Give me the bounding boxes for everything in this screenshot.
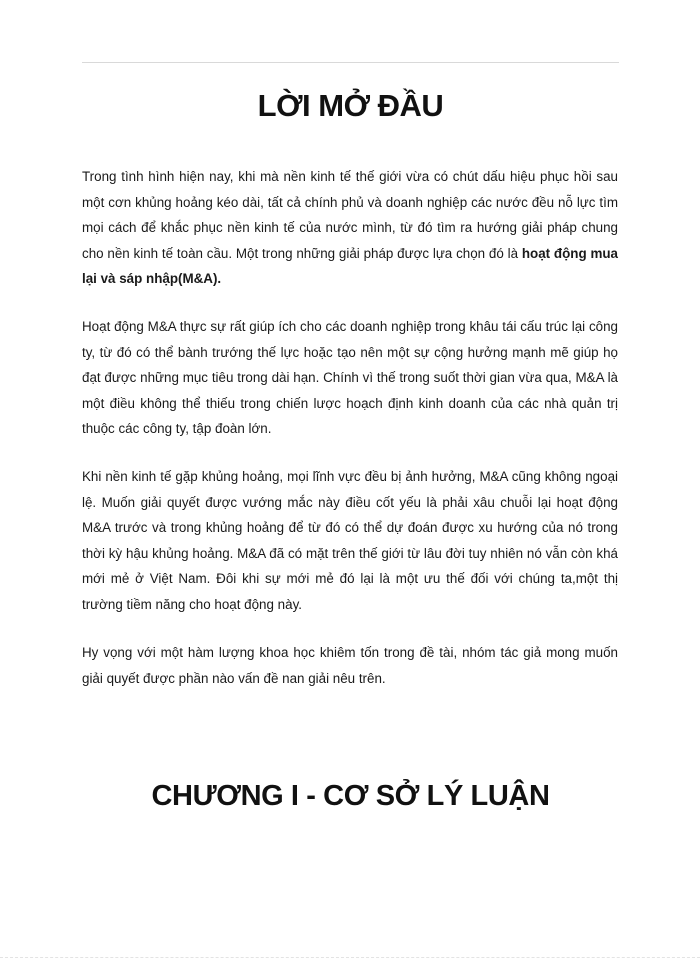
intro-paragraph-1 bbox=[82, 164, 618, 292]
intro-paragraph-3: Khi nền kinh tế gặp khủng hoảng, mọi lĩnh vực đều bị ảnh hưởng, M&A cũng không ngoại lệ. Muốn giải quyết được vướng mắc này điều cốt yếu là phải xâu chuỗi lại hoạt động M&A trước và trong khủng hoảng để từ đó có thể dự đoán được xu hướng của nó trong thời kỳ hậu khủng hoảng. M&A đã có mặt trên thế giới từ lâu đời tuy nhiên nó vẫn còn khá mới mẻ ở Việt Nam. Đôi khi sự mới mẻ đó lại là một ưu thế đối với chúng ta,một thị trường tiềm năng cho hoạt động này. bbox=[82, 469, 618, 612]
intro-paragraph-1-text: Trong tình hình hiện nay, khi mà nền kinh tế thế giới vừa có chút dấu hiệu phục hồi sau một cơn khủng hoảng kéo dài, tất cả chính phủ và doanh nghiệp các nước đều nỗ lực tìm mọi cách để khắc phục nền kinh tế của nước mình, từ đó tìm ra hướng giải pháp chung cho nền kinh tế toàn cầu. Một trong những giải pháp được lựa chọn đó là bbox=[82, 169, 618, 261]
page-bottom-divider bbox=[0, 957, 700, 958]
intro-paragraph-2: Hoạt động M&A thực sự rất giúp ích cho các doanh nghiệp trong khâu tái cấu trúc lại công ty, từ đó có thể bành trướng thế lực hoặc tạo nên một sự cộng hưởng mạnh mẽ giúp họ đạt được những mục tiêu trong dài hạn. Chính vì thế trong suốt thời gian vừa qua, M&A là một điều không thể thiếu trong chiến lược hoạch định kinh doanh của các nhà quản trị thuộc các công ty, tập đoàn lớn. bbox=[82, 319, 618, 437]
page-title: LỜI MỞ ĐẦU bbox=[257, 88, 444, 123]
header-divider bbox=[82, 62, 619, 63]
chapter-heading: CHƯƠNG I - CƠ SỞ LÝ LUẬN bbox=[151, 780, 550, 812]
intro-paragraph-1-bold: hoạt động mua lại và sáp nhập(M&A). bbox=[82, 245, 618, 287]
intro-paragraph-4: Hy vọng với một hàm lượng khoa học khiêm tốn trong đề tài, nhóm tác giả mong muốn giải quyết được phần nào vấn đề nan giải nêu trên. bbox=[82, 645, 618, 686]
